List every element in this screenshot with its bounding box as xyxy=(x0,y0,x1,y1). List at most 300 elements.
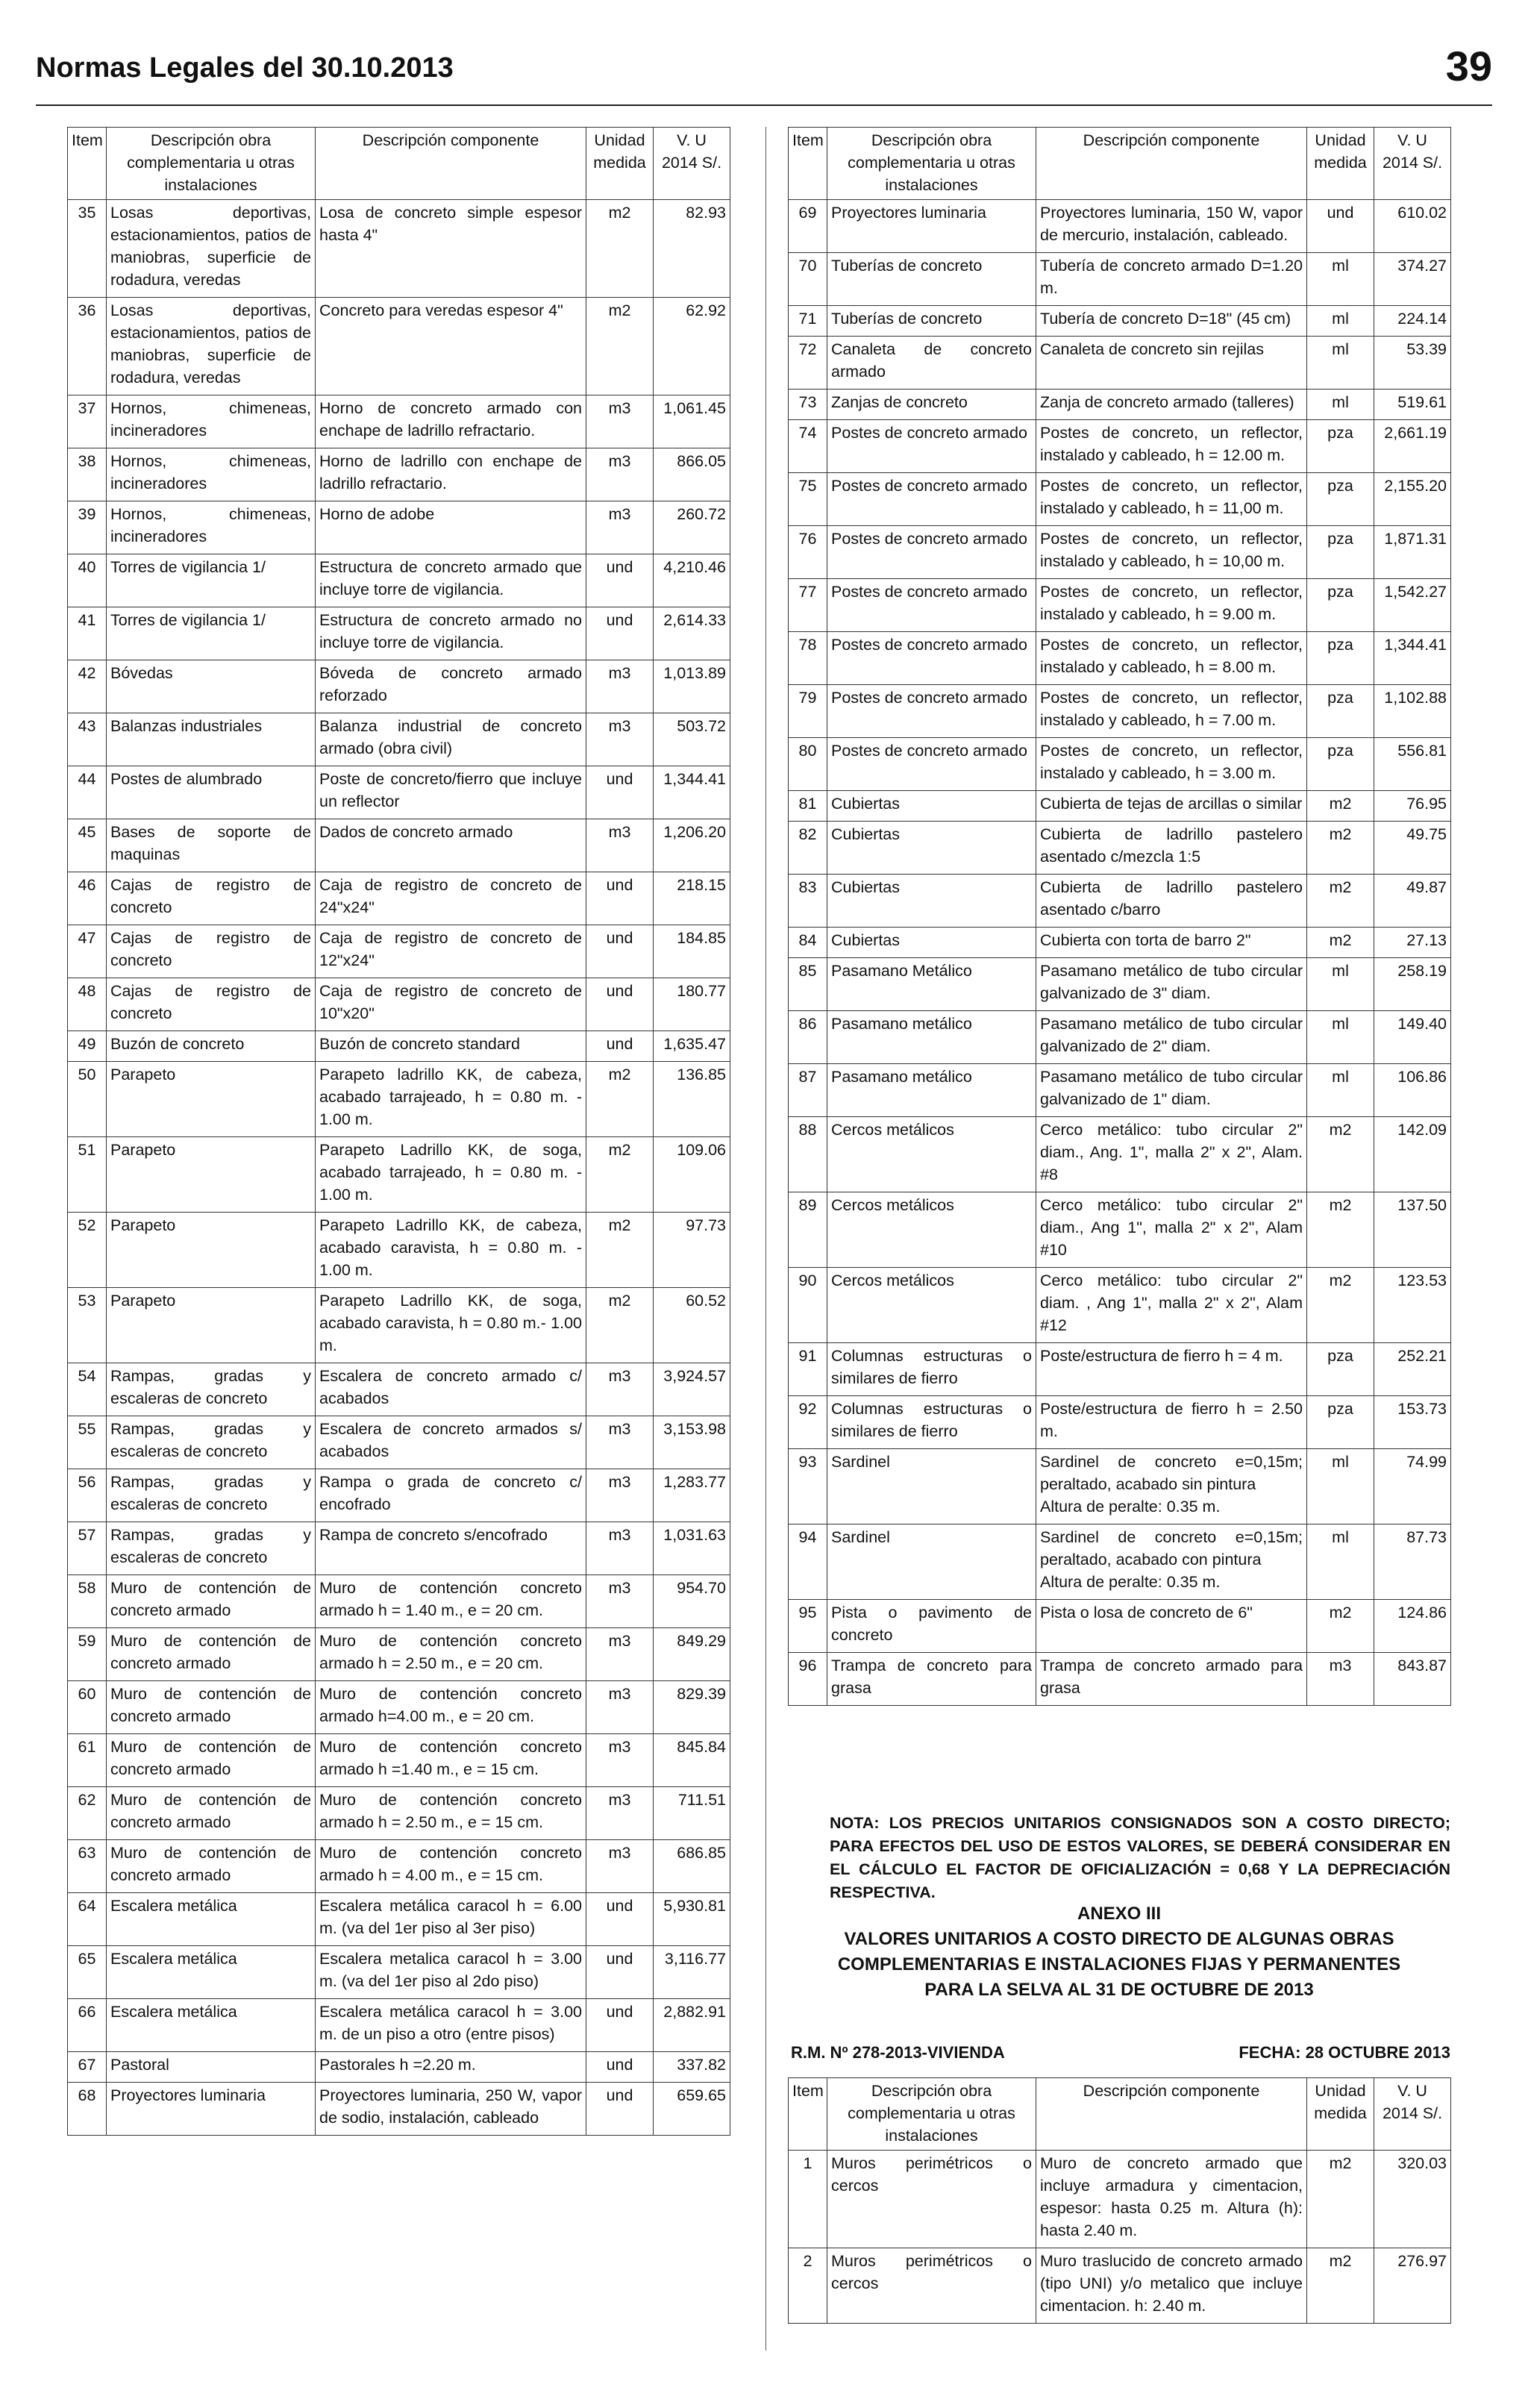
cell-valor: 2,155.20 xyxy=(1374,473,1451,526)
cell-valor: 1,031.63 xyxy=(654,1522,730,1575)
cell-valor: 76.95 xyxy=(1374,791,1451,822)
table-body xyxy=(68,200,730,2136)
table-header xyxy=(789,2078,1451,2151)
cell-item: 85 xyxy=(789,958,827,1011)
cell-valor: 1,013.89 xyxy=(654,660,730,713)
table-row xyxy=(789,1011,1451,1064)
cell-valor: 1,344.41 xyxy=(1374,632,1451,685)
cell-unidad: pza xyxy=(1307,1396,1374,1449)
cell-valor: 374.27 xyxy=(1374,253,1451,306)
table-row xyxy=(68,2083,730,2136)
cell-obra: Postes de alumbrado xyxy=(107,766,316,819)
cell-valor: 843.87 xyxy=(1374,1653,1451,1706)
cell-componente: Pastorales h =2.20 m. xyxy=(316,2052,586,2083)
cell-unidad: ml xyxy=(1307,1011,1374,1064)
table-row xyxy=(68,1575,730,1628)
cell-item: 75 xyxy=(789,473,827,526)
cell-obra: Bóvedas xyxy=(107,660,316,713)
cell-obra: Losas deportivas, estacionamientos, patios de maniobras, superﬁcie de rodadura, veredas xyxy=(107,200,316,298)
table-row xyxy=(789,390,1451,420)
table-row xyxy=(789,1653,1451,1706)
cell-componente: Postes de concreto, un reﬂector, instalado y cableado, h = 7.00 m. xyxy=(1036,685,1307,738)
cell-unidad: ml xyxy=(1307,1449,1374,1524)
cell-obra: Cercos metálicos xyxy=(827,1268,1036,1343)
cell-componente: Muro de contención concreto armado h = 2.50 m., e = 20 cm. xyxy=(316,1628,586,1681)
cell-obra: Parapeto xyxy=(107,1137,316,1213)
cell-unidad: und xyxy=(586,925,654,978)
cell-item: 51 xyxy=(68,1137,107,1213)
header-obra: Descripción obra complementaria u otras instalaciones xyxy=(827,128,1036,200)
cell-item: 96 xyxy=(789,1653,827,1706)
cell-obra: Parapeto xyxy=(107,1213,316,1288)
cell-obra: Postes de concreto armado xyxy=(827,685,1036,738)
cell-item: 90 xyxy=(789,1268,827,1343)
cell-unidad: m3 xyxy=(586,1628,654,1681)
table-row xyxy=(789,1192,1451,1268)
cell-unidad: und xyxy=(586,766,654,819)
cell-obra: Escalera metálica xyxy=(107,1893,316,1946)
cell-valor: 49.75 xyxy=(1374,822,1451,875)
cell-unidad: und xyxy=(586,2052,654,2083)
cell-item: 89 xyxy=(789,1192,827,1268)
cell-item: 48 xyxy=(68,978,107,1031)
page-number: 39 xyxy=(1445,43,1492,90)
cell-obra: Tuberías de concreto xyxy=(827,306,1036,337)
cell-obra: Postes de concreto armado xyxy=(827,473,1036,526)
publication-title: Normas Legales del 30.10.2013 xyxy=(36,52,454,84)
table-row xyxy=(68,2052,730,2083)
cell-componente: Cerco metálico: tubo circular 2" diam. , Ang 1", malla 2" x 2", Alam #12 xyxy=(1036,1268,1307,1343)
cell-valor: 711.51 xyxy=(654,1787,730,1840)
cell-unidad: m3 xyxy=(586,1840,654,1893)
table-row xyxy=(68,1288,730,1363)
page-header xyxy=(36,42,1492,90)
cell-componente: Muro de contención concreto armado h = 2.50 m., e = 15 cm. xyxy=(316,1787,586,1840)
cell-obra: Hornos, chimeneas, incineradores xyxy=(107,448,316,501)
table-row xyxy=(789,306,1451,337)
cell-unidad: m3 xyxy=(586,448,654,501)
header-obra: Descripción obra complementaria u otras instalaciones xyxy=(827,2078,1036,2151)
cell-componente: Poste/estructura de ﬁerro h = 2.50 m. xyxy=(1036,1396,1307,1449)
cell-unidad: und xyxy=(586,1031,654,1062)
table-row xyxy=(789,928,1451,958)
cell-valor: 845.84 xyxy=(654,1734,730,1787)
cell-unidad: ml xyxy=(1307,337,1374,390)
cell-obra: Proyectores luminaria xyxy=(827,200,1036,253)
cell-obra: Cubiertas xyxy=(827,822,1036,875)
cell-valor: 62.92 xyxy=(654,298,730,395)
cell-unidad: m2 xyxy=(1307,2151,1374,2248)
cell-unidad: m3 xyxy=(586,395,654,448)
cell-valor: 659.65 xyxy=(654,2083,730,2136)
cell-componente: Muro de contención concreto armado h =1.40 m., e = 15 cm. xyxy=(316,1734,586,1787)
cell-unidad: und xyxy=(1307,200,1374,253)
cell-valor: 97.73 xyxy=(654,1213,730,1288)
cell-unidad: m2 xyxy=(1307,822,1374,875)
cell-obra: Rampas, gradas y escaleras de concreto xyxy=(107,1522,316,1575)
cell-componente: Losa de concreto simple espesor hasta 4" xyxy=(316,200,586,298)
cell-valor: 180.77 xyxy=(654,978,730,1031)
cell-valor: 1,206.20 xyxy=(654,819,730,872)
cell-item: 69 xyxy=(789,200,827,253)
cell-unidad: m2 xyxy=(586,298,654,395)
cell-unidad: m2 xyxy=(1307,2248,1374,2324)
cell-item: 47 xyxy=(68,925,107,978)
cell-item: 57 xyxy=(68,1522,107,1575)
cell-item: 55 xyxy=(68,1416,107,1469)
cell-obra: Cajas de registro de concreto xyxy=(107,925,316,978)
cell-valor: 1,283.77 xyxy=(654,1469,730,1522)
cell-valor: 337.82 xyxy=(654,2052,730,2083)
cell-unidad: m3 xyxy=(586,1681,654,1734)
cell-valor: 4,210.46 xyxy=(654,554,730,607)
cell-valor: 260.72 xyxy=(654,501,730,554)
cell-obra: Losas deportivas, estacionamientos, patios de maniobras, superﬁcie de rodadura, veredas xyxy=(107,298,316,395)
resolution-number: R.M. Nº 278-2013-VIVIENDA xyxy=(791,2043,1005,2062)
cell-item: 64 xyxy=(68,1893,107,1946)
cell-unidad: pza xyxy=(1307,632,1374,685)
cell-componente: Rampa o grada de concreto c/ encofrado xyxy=(316,1469,586,1522)
cell-unidad: ml xyxy=(1307,390,1374,420)
table-row xyxy=(68,1681,730,1734)
table-row xyxy=(789,1396,1451,1449)
column-divider xyxy=(765,127,766,2351)
cell-unidad: m3 xyxy=(586,1575,654,1628)
cell-obra: Pasamano Metálico xyxy=(827,958,1036,1011)
cell-valor: 276.97 xyxy=(1374,2248,1451,2324)
cell-unidad: m2 xyxy=(586,200,654,298)
cell-obra: Rampas, gradas y escaleras de concreto xyxy=(107,1416,316,1469)
cell-valor: 5,930.81 xyxy=(654,1893,730,1946)
cell-componente: Tubería de concreto armado D=1.20 m. xyxy=(1036,253,1307,306)
table-row xyxy=(68,1999,730,2052)
cell-obra: Buzón de concreto xyxy=(107,1031,316,1062)
cell-obra: Rampas, gradas y escaleras de concreto xyxy=(107,1469,316,1522)
cell-valor: 503.72 xyxy=(654,713,730,766)
cell-componente: Muro de concreto armado que incluye armadura y cimentacion, espesor: hasta 0.25 m. Altura (h): hasta 2.40 m. xyxy=(1036,2151,1307,2248)
cell-unidad: m2 xyxy=(1307,1192,1374,1268)
header-valor: V. U 2014 S/. xyxy=(654,128,730,200)
cell-unidad: m2 xyxy=(586,1213,654,1288)
table-row xyxy=(789,253,1451,306)
cell-componente: Estructura de concreto armado no incluye torre de vigilancia. xyxy=(316,607,586,660)
cell-unidad: und xyxy=(586,1893,654,1946)
cell-unidad: und xyxy=(586,1946,654,1999)
header-unidad: Unidad medida xyxy=(1307,2078,1374,2151)
table-row xyxy=(68,925,730,978)
table-row xyxy=(789,337,1451,390)
table-row xyxy=(789,1449,1451,1524)
table-row xyxy=(68,1031,730,1062)
cell-componente: Proyectores luminaria, 150 W, vapor de mercurio, instalación, cableado. xyxy=(1036,200,1307,253)
cell-item: 81 xyxy=(789,791,827,822)
cell-obra: Postes de concreto armado xyxy=(827,632,1036,685)
cell-item: 36 xyxy=(68,298,107,395)
cell-componente: Proyectores luminaria, 250 W, vapor de sodio, instalación, cableado xyxy=(316,2083,586,2136)
cell-unidad: und xyxy=(586,1999,654,2052)
cell-componente: Caja de registro de concreto de 12"x24" xyxy=(316,925,586,978)
cell-item: 44 xyxy=(68,766,107,819)
annex-subtitle-line: VALORES UNITARIOS A COSTO DIRECTO DE ALGUNAS OBRAS xyxy=(844,1929,1394,1949)
cell-valor: 610.02 xyxy=(1374,200,1451,253)
cell-unidad: m2 xyxy=(586,1062,654,1137)
cell-item: 78 xyxy=(789,632,827,685)
cell-unidad: ml xyxy=(1307,958,1374,1011)
cell-componente: Horno de concreto armado con enchape de ladrillo refractario. xyxy=(316,395,586,448)
table-row xyxy=(789,473,1451,526)
cell-valor: 136.85 xyxy=(654,1062,730,1137)
table-row xyxy=(789,632,1451,685)
cell-componente: Postes de concreto, un reﬂector, instalado y cableado, h = 3.00 m. xyxy=(1036,738,1307,791)
table-row xyxy=(68,1840,730,1893)
cell-valor: 1,871.31 xyxy=(1374,526,1451,579)
cell-unidad: m3 xyxy=(586,1522,654,1575)
cell-unidad: m3 xyxy=(586,713,654,766)
table-row xyxy=(789,875,1451,928)
header-componente: Descripción componente xyxy=(316,128,586,200)
cell-unidad: und xyxy=(586,607,654,660)
header-item: Item xyxy=(789,2078,827,2151)
table-row xyxy=(68,501,730,554)
cell-unidad: m2 xyxy=(1307,1268,1374,1343)
cell-unidad: ml xyxy=(1307,253,1374,306)
header-valor: V. U 2014 S/. xyxy=(1374,2078,1451,2151)
header-componente: Descripción componente xyxy=(1036,2078,1307,2151)
cell-unidad: pza xyxy=(1307,579,1374,632)
header-row xyxy=(68,128,730,200)
cell-componente: Postes de concreto, un reﬂector, instalado y cableado, h = 8.00 m. xyxy=(1036,632,1307,685)
cell-item: 49 xyxy=(68,1031,107,1062)
valuation-table-left xyxy=(67,127,730,2136)
cell-item: 83 xyxy=(789,875,827,928)
cell-item: 88 xyxy=(789,1117,827,1192)
cell-unidad: m3 xyxy=(586,1363,654,1416)
cell-componente: Pasamano metálico de tubo circular galvanizado de 3" diam. xyxy=(1036,958,1307,1011)
cell-obra: Tuberías de concreto xyxy=(827,253,1036,306)
table-body xyxy=(789,2151,1451,2324)
cell-obra: Torres de vigilancia 1/ xyxy=(107,607,316,660)
cell-valor: 109.06 xyxy=(654,1137,730,1213)
cell-item: 54 xyxy=(68,1363,107,1416)
cell-item: 73 xyxy=(789,390,827,420)
cell-item: 1 xyxy=(789,2151,827,2248)
cell-componente: Caja de registro de concreto de 10"x20" xyxy=(316,978,586,1031)
table-header xyxy=(789,128,1451,200)
cell-unidad: pza xyxy=(1307,420,1374,473)
cell-componente: Caja de registro de concreto de 24"x24" xyxy=(316,872,586,925)
cell-unidad: m3 xyxy=(586,501,654,554)
cell-valor: 2,661.19 xyxy=(1374,420,1451,473)
cell-item: 87 xyxy=(789,1064,827,1117)
cell-obra: Pastoral xyxy=(107,2052,316,2083)
cell-componente: Muro de contención concreto armado h=4.00 m., e = 20 cm. xyxy=(316,1681,586,1734)
cell-valor: 142.09 xyxy=(1374,1117,1451,1192)
cell-obra: Cercos metálicos xyxy=(827,1117,1036,1192)
header-componente: Descripción componente xyxy=(1036,128,1307,200)
cell-componente: Cubierta con torta de barro 2" xyxy=(1036,928,1307,958)
cell-componente: Poste/estructura de ﬁerro h = 4 m. xyxy=(1036,1343,1307,1396)
cell-valor: 3,153.98 xyxy=(654,1416,730,1469)
cell-unidad: pza xyxy=(1307,526,1374,579)
cell-unidad: m3 xyxy=(586,1416,654,1469)
cell-componente: Bóveda de concreto armado reforzado xyxy=(316,660,586,713)
cell-componente: Cubierta de tejas de arcillas o similar xyxy=(1036,791,1307,822)
cell-unidad: m2 xyxy=(586,1288,654,1363)
cell-item: 77 xyxy=(789,579,827,632)
cell-unidad: m2 xyxy=(1307,875,1374,928)
cell-item: 41 xyxy=(68,607,107,660)
cell-item: 68 xyxy=(68,2083,107,2136)
table-row xyxy=(68,1416,730,1469)
cell-valor: 82.93 xyxy=(654,200,730,298)
cell-valor: 53.39 xyxy=(1374,337,1451,390)
cell-componente: Sardinel de concreto e=0,15m; peraltado, acabado con pintura Altura de peralte: 0.35 m. xyxy=(1036,1524,1307,1600)
cell-componente: Buzón de concreto standard xyxy=(316,1031,586,1062)
cell-componente: Muro de contención concreto armado h = 1.40 m., e = 20 cm. xyxy=(316,1575,586,1628)
cell-item: 94 xyxy=(789,1524,827,1600)
cell-unidad: m3 xyxy=(586,1734,654,1787)
cell-unidad: ml xyxy=(1307,306,1374,337)
cell-unidad: m2 xyxy=(1307,1117,1374,1192)
cell-item: 45 xyxy=(68,819,107,872)
table-row xyxy=(789,1117,1451,1192)
table-row xyxy=(68,1734,730,1787)
cell-componente: Escalera metálica caracol h = 6.00 m. (va del 1er piso al 3er piso) xyxy=(316,1893,586,1946)
cell-valor: 3,116.77 xyxy=(654,1946,730,1999)
cell-item: 58 xyxy=(68,1575,107,1628)
cell-obra: Muros perimétricos o cercos xyxy=(827,2151,1036,2248)
header-unidad: Unidad medida xyxy=(1307,128,1374,200)
cell-item: 39 xyxy=(68,501,107,554)
cell-item: 84 xyxy=(789,928,827,958)
cell-item: 70 xyxy=(789,253,827,306)
table-row xyxy=(68,1628,730,1681)
cell-componente: Postes de concreto, un reﬂector, instalado y cableado, h = 9.00 m. xyxy=(1036,579,1307,632)
cell-componente: Escalera de concreto armados s/ acabados xyxy=(316,1416,586,1469)
table-row xyxy=(68,660,730,713)
table-row xyxy=(68,200,730,298)
cell-valor: 27.13 xyxy=(1374,928,1451,958)
cell-valor: 1,061.45 xyxy=(654,395,730,448)
table-row xyxy=(68,766,730,819)
table-row xyxy=(68,819,730,872)
cell-componente: Estructura de concreto armado que incluye torre de vigilancia. xyxy=(316,554,586,607)
cell-item: 59 xyxy=(68,1628,107,1681)
cell-unidad: m2 xyxy=(1307,791,1374,822)
cell-componente: Postes de concreto, un reﬂector, instalado y cableado, h = 12.00 m. xyxy=(1036,420,1307,473)
cell-unidad: ml xyxy=(1307,1064,1374,1117)
cell-item: 40 xyxy=(68,554,107,607)
cell-item: 35 xyxy=(68,200,107,298)
table-header xyxy=(68,128,730,200)
cell-obra: Escalera metálica xyxy=(107,1999,316,2052)
cell-valor: 224.14 xyxy=(1374,306,1451,337)
cell-unidad: pza xyxy=(1307,738,1374,791)
cell-item: 91 xyxy=(789,1343,827,1396)
cell-item: 42 xyxy=(68,660,107,713)
cell-item: 61 xyxy=(68,1734,107,1787)
cell-obra: Sardinel xyxy=(827,1449,1036,1524)
header-item: Item xyxy=(68,128,107,200)
header-item: Item xyxy=(789,128,827,200)
cell-componente: Pasamano metálico de tubo circular galvanizado de 2" diam. xyxy=(1036,1011,1307,1064)
table-row xyxy=(68,448,730,501)
cell-componente: Trampa de concreto armado para grasa xyxy=(1036,1653,1307,1706)
cell-valor: 49.87 xyxy=(1374,875,1451,928)
cell-componente: Muro de contención concreto armado h = 4.00 m., e = 15 cm. xyxy=(316,1840,586,1893)
note-text: NOTA: LOS PRECIOS UNITARIOS CONSIGNADOS SON A COSTO DIRECTO; PARA EFECTOS DEL USO DE ESTOS VALORES, SE DEBERÁ CONSIDERAR EN EL CÁLCULO EL FACTOR DE OFICIALIZACIÓN = 0,68 Y LA DEPRECIACIÓN RESPECTIVA. xyxy=(830,1814,1450,1901)
annex-heading xyxy=(788,1901,1450,2003)
cell-obra: Postes de concreto armado xyxy=(827,738,1036,791)
cell-item: 65 xyxy=(68,1946,107,1999)
cell-obra: Muro de contención de concreto armado xyxy=(107,1628,316,1681)
cell-unidad: und xyxy=(586,978,654,1031)
cell-componente: Zanja de concreto armado (talleres) xyxy=(1036,390,1307,420)
cell-componente: Rampa de concreto s/encofrado xyxy=(316,1522,586,1575)
cell-obra: Zanjas de concreto xyxy=(827,390,1036,420)
cell-obra: Escalera metálica xyxy=(107,1946,316,1999)
table-row xyxy=(68,978,730,1031)
cell-obra: Cubiertas xyxy=(827,875,1036,928)
cell-componente: Postes de concreto, un reﬂector, instalado y cableado, h = 10,00 m. xyxy=(1036,526,1307,579)
cell-valor: 106.86 xyxy=(1374,1064,1451,1117)
cell-unidad: pza xyxy=(1307,685,1374,738)
table-row xyxy=(789,2248,1451,2324)
annex-subtitle-line: PARA LA SELVA AL 31 DE OCTUBRE DE 2013 xyxy=(924,1980,1314,2000)
cell-obra: Hornos, chimeneas, incineradores xyxy=(107,501,316,554)
cell-valor: 320.03 xyxy=(1374,2151,1451,2248)
header-obra: Descripción obra complementaria u otras instalaciones xyxy=(107,128,316,200)
cell-obra: Cubiertas xyxy=(827,791,1036,822)
cell-item: 38 xyxy=(68,448,107,501)
cell-valor: 3,924.57 xyxy=(654,1363,730,1416)
cell-valor: 686.85 xyxy=(654,1840,730,1893)
cell-componente: Tubería de concreto D=18" (45 cm) xyxy=(1036,306,1307,337)
table-row xyxy=(789,822,1451,875)
cell-componente: Pista o losa de concreto de 6" xyxy=(1036,1600,1307,1653)
cell-obra: Muro de contención de concreto armado xyxy=(107,1681,316,1734)
cell-valor: 519.61 xyxy=(1374,390,1451,420)
cell-valor: 252.21 xyxy=(1374,1343,1451,1396)
cell-valor: 866.05 xyxy=(654,448,730,501)
cell-item: 2 xyxy=(789,2248,827,2324)
cell-componente: Parapeto Ladrillo KK, de soga, acabado tarrajeado, h = 0.80 m. - 1.00 m. xyxy=(316,1137,586,1213)
cell-valor: 184.85 xyxy=(654,925,730,978)
cell-valor: 258.19 xyxy=(1374,958,1451,1011)
cell-valor: 124.86 xyxy=(1374,1600,1451,1653)
cell-obra: Postes de concreto armado xyxy=(827,579,1036,632)
cell-unidad: pza xyxy=(1307,473,1374,526)
cell-obra: Canaleta de concreto armado xyxy=(827,337,1036,390)
cell-componente: Horno de adobe xyxy=(316,501,586,554)
cell-obra: Cercos metálicos xyxy=(827,1192,1036,1268)
table-row xyxy=(68,1946,730,1999)
table-row xyxy=(68,1522,730,1575)
cell-obra: Proyectores luminaria xyxy=(107,2083,316,2136)
table-row xyxy=(68,1893,730,1946)
cell-obra: Trampa de concreto para grasa xyxy=(827,1653,1036,1706)
table-row xyxy=(68,1787,730,1840)
cell-obra: Muro de contención de concreto armado xyxy=(107,1734,316,1787)
cell-obra: Postes de concreto armado xyxy=(827,420,1036,473)
cell-obra: Torres de vigilancia 1/ xyxy=(107,554,316,607)
cell-unidad: m2 xyxy=(586,1137,654,1213)
table-row xyxy=(789,1064,1451,1117)
cell-componente: Escalera metalica caracol h = 3.00 m. (va del 1er piso al 2do piso) xyxy=(316,1946,586,1999)
table-row xyxy=(789,526,1451,579)
cell-obra: Postes de concreto armado xyxy=(827,526,1036,579)
cell-unidad: m3 xyxy=(586,1787,654,1840)
